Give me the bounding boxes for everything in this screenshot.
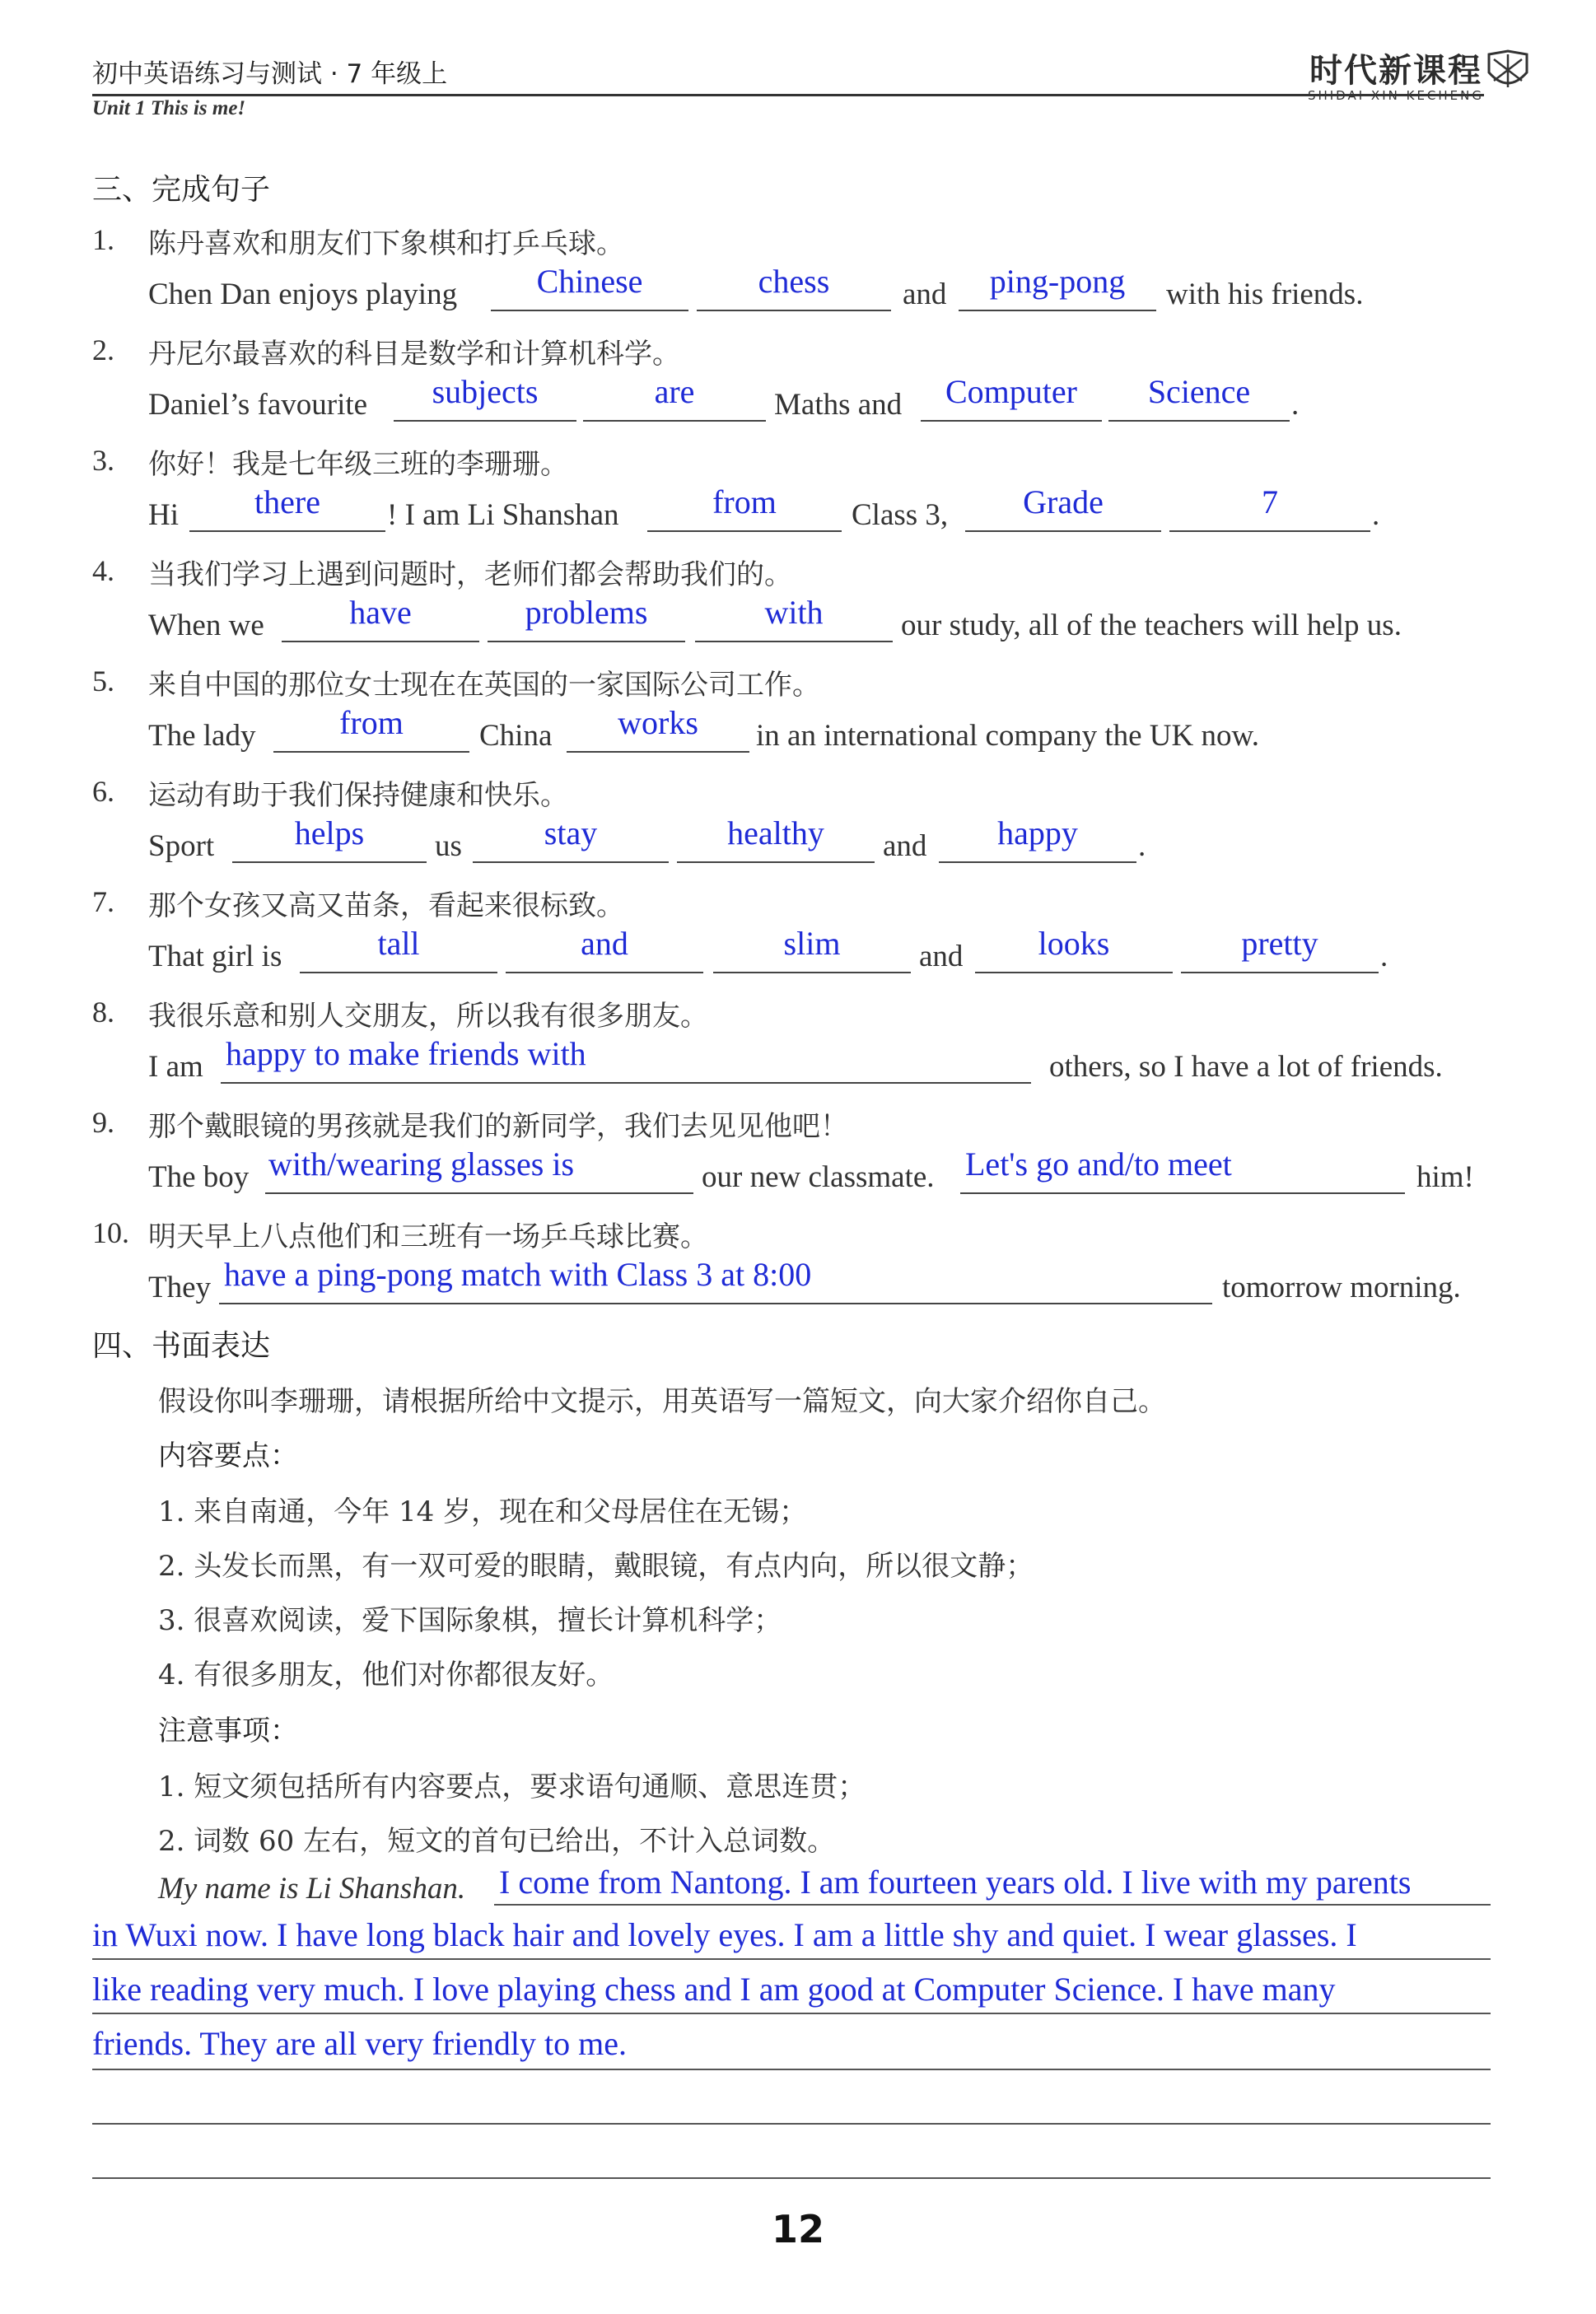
item-3-number: 3. bbox=[92, 444, 114, 477]
item-5-blank-2 bbox=[567, 751, 749, 753]
item-6-blank-3 bbox=[677, 861, 875, 863]
item-4-text: When we bbox=[148, 609, 264, 642]
item-5-text: The lady bbox=[148, 719, 256, 753]
item-2-text: Daniel’s favourite bbox=[148, 388, 368, 422]
item-1-text: Chen Dan enjoys playing bbox=[148, 278, 458, 311]
item-9-text: our new classmate. bbox=[702, 1160, 935, 1194]
item-8-blank-1 bbox=[221, 1082, 1031, 1084]
item-2-answer-1: subjects bbox=[432, 373, 539, 410]
page-number: 12 bbox=[771, 2207, 824, 2251]
item-7-answer-5: pretty bbox=[1241, 925, 1318, 962]
item-9-blank-2 bbox=[960, 1192, 1405, 1194]
item-9-blank-1 bbox=[265, 1192, 693, 1194]
item-6-chinese: 运动有助于我们保持健康和快乐。 bbox=[148, 779, 568, 812]
essay-answer-line: in Wuxi now. I have long black hair and lovely eyes. I am a little shy and quiet. I wear glasses. I bbox=[92, 1916, 1357, 1953]
item-3-answer-2: from bbox=[712, 483, 777, 520]
item-4-blank-3 bbox=[695, 641, 893, 642]
item-2-blank-4 bbox=[1108, 420, 1290, 422]
item-9-text: him! bbox=[1416, 1160, 1474, 1194]
item-7-text: . bbox=[1380, 940, 1388, 973]
item-3-answer-3: Grade bbox=[1023, 483, 1104, 520]
item-1-number: 1. bbox=[92, 223, 114, 256]
item-3-answer-1: there bbox=[254, 483, 320, 520]
item-8-number: 8. bbox=[92, 996, 114, 1029]
item-4-chinese: 当我们学习上遇到问题时，老师们都会帮助我们的。 bbox=[148, 558, 792, 591]
item-5-number: 5. bbox=[92, 665, 114, 697]
item-9-number: 9. bbox=[92, 1106, 114, 1139]
item-5-answer-2: works bbox=[618, 704, 698, 741]
item-3-chinese: 你好！我是七年级三班的李珊珊。 bbox=[148, 448, 568, 481]
item-2-chinese: 丹尼尔最喜欢的科目是数学和计算机科学。 bbox=[148, 338, 680, 371]
item-3-text: . bbox=[1372, 498, 1380, 532]
essay-line bbox=[92, 2123, 1491, 2125]
item-7-blank-1 bbox=[300, 972, 497, 973]
item-6-answer-3: healthy bbox=[727, 814, 824, 851]
unit-title: Unit 1 This is me! bbox=[92, 97, 246, 119]
section-3-title: 三、完成句子 bbox=[92, 173, 271, 207]
item-1-answer-1: Chinese bbox=[536, 263, 643, 300]
essay-line bbox=[92, 2013, 1491, 2014]
item-6-number: 6. bbox=[92, 775, 114, 808]
item-3-blank-2 bbox=[647, 530, 842, 532]
item-6-answer-1: helps bbox=[294, 814, 365, 851]
content-point: 2. 头发长而黑，有一双可爱的眼睛，戴眼镜，有点内向，所以很文静； bbox=[158, 1550, 1034, 1583]
item-8-answer-1: happy to make friends with bbox=[226, 1035, 586, 1072]
item-8-text: I am bbox=[148, 1050, 203, 1084]
essay-first-sentence: My name is Li Shanshan. bbox=[158, 1872, 466, 1906]
notes-title: 注意事项： bbox=[158, 1715, 298, 1747]
item-4-text: our study, all of the teachers will help us. bbox=[901, 609, 1402, 642]
essay-answer-line: I come from Nantong. I am fourteen years old. I live with my parents bbox=[499, 1864, 1412, 1901]
item-5-blank-1 bbox=[273, 751, 469, 753]
brand-logo-icon bbox=[1486, 48, 1530, 94]
item-4-answer-3: with bbox=[764, 594, 824, 631]
item-10-chinese: 明天早上八点他们和三班有一场乒乓球比赛。 bbox=[148, 1220, 708, 1253]
item-1-blank-3 bbox=[959, 310, 1156, 311]
item-7-answer-2: and bbox=[581, 925, 628, 962]
item-7-blank-2 bbox=[506, 972, 703, 973]
item-7-text: That girl is bbox=[148, 940, 282, 973]
item-10-number: 10. bbox=[92, 1216, 129, 1249]
item-1-chinese: 陈丹喜欢和朋友们下象棋和打乒乓球。 bbox=[148, 227, 624, 260]
item-5-text: China bbox=[479, 719, 553, 753]
content-point: 4. 有很多朋友，他们对你都很友好。 bbox=[158, 1659, 614, 1691]
item-8-chinese: 我很乐意和别人交朋友，所以我有很多朋友。 bbox=[148, 1000, 708, 1033]
item-6-text: . bbox=[1138, 829, 1146, 863]
item-10-text: tomorrow morning. bbox=[1222, 1271, 1461, 1304]
content-point: 1. 来自南通，今年 14 岁，现在和父母居住在无锡； bbox=[158, 1495, 808, 1528]
essay-line bbox=[92, 2177, 1491, 2179]
item-2-blank-3 bbox=[921, 420, 1102, 422]
item-7-blank-4 bbox=[975, 972, 1173, 973]
item-6-blank-2 bbox=[473, 861, 669, 863]
item-2-number: 2. bbox=[92, 334, 114, 366]
item-6-text: and bbox=[883, 829, 927, 863]
item-6-answer-2: stay bbox=[544, 814, 598, 851]
item-6-blank-1 bbox=[232, 861, 427, 863]
item-7-chinese: 那个女孩又高又苗条，看起来很标致。 bbox=[148, 889, 624, 922]
item-6-answer-4: happy bbox=[997, 814, 1078, 851]
item-7-number: 7. bbox=[92, 885, 114, 918]
item-1-blank-1 bbox=[491, 310, 688, 311]
item-4-answer-2: problems bbox=[525, 594, 648, 631]
item-3-blank-4 bbox=[1169, 530, 1370, 532]
item-3-blank-3 bbox=[965, 530, 1161, 532]
writing-instructions: 假设你叫李珊珊，请根据所给中文提示，用英语写一篇短文，向大家介绍你自己。 bbox=[158, 1385, 1166, 1418]
item-9-text: The boy bbox=[148, 1160, 250, 1194]
essay-line bbox=[92, 1958, 1491, 1960]
essay-answer-line: friends. They are all very friendly to me. bbox=[92, 2025, 628, 2062]
item-1-blank-2 bbox=[697, 310, 891, 311]
item-3-text: Hi bbox=[148, 498, 179, 532]
item-7-answer-1: tall bbox=[377, 925, 420, 962]
item-2-answer-2: are bbox=[654, 373, 695, 410]
item-7-text: and bbox=[919, 940, 964, 973]
item-7-answer-3: slim bbox=[783, 925, 841, 962]
item-3-text: ! I am Li Shanshan bbox=[387, 498, 619, 532]
item-6-blank-4 bbox=[939, 861, 1136, 863]
item-2-blank-1 bbox=[394, 420, 576, 422]
essay-answer-line: like reading very much. I love playing chess and I am good at Computer Science. I have many bbox=[92, 1971, 1336, 2008]
item-4-answer-1: have bbox=[349, 594, 412, 631]
item-6-text: us bbox=[435, 829, 462, 863]
note-item: 1. 短文须包括所有内容要点，要求语句通顺、意思连贯； bbox=[158, 1770, 866, 1803]
item-5-answer-1: from bbox=[339, 704, 404, 741]
item-2-text: Maths and bbox=[774, 388, 903, 422]
essay-line bbox=[92, 2069, 1491, 2070]
item-7-blank-3 bbox=[713, 972, 911, 973]
item-2-answer-4: Science bbox=[1147, 373, 1251, 410]
item-10-blank-1 bbox=[219, 1303, 1212, 1304]
item-5-chinese: 来自中国的那位女士现在在英国的一家国际公司工作。 bbox=[148, 669, 820, 702]
item-4-blank-2 bbox=[488, 641, 685, 642]
item-9-chinese: 那个戴眼镜的男孩就是我们的新同学，我们去见见他吧！ bbox=[148, 1110, 848, 1143]
content-point: 3. 很喜欢阅读，爱下国际象棋，擅长计算机科学； bbox=[158, 1604, 782, 1637]
item-9-answer-1: with/wearing glasses is bbox=[268, 1145, 575, 1183]
item-2-blank-2 bbox=[583, 420, 766, 422]
item-3-text: Class 3, bbox=[852, 498, 949, 532]
essay-line bbox=[494, 1904, 1491, 1906]
item-1-answer-2: chess bbox=[758, 263, 830, 300]
item-7-blank-5 bbox=[1181, 972, 1379, 973]
item-4-number: 4. bbox=[92, 554, 114, 587]
book-title: 初中英语练习与测试 · 7 年级上 bbox=[92, 59, 448, 89]
note-item: 2. 词数 60 左右，短文的首句已给出，不计入总词数。 bbox=[158, 1825, 836, 1858]
item-5-text: in an international company the UK now. bbox=[756, 719, 1260, 753]
item-2-text: . bbox=[1291, 388, 1300, 422]
item-4-blank-1 bbox=[282, 641, 479, 642]
item-2-answer-3: Computer bbox=[945, 373, 1077, 410]
item-8-text: others, so I have a lot of friends. bbox=[1049, 1050, 1443, 1084]
item-1-text: and bbox=[903, 278, 947, 311]
brand-pinyin: SHIDAI XIN KECHENG bbox=[1307, 88, 1484, 103]
item-3-blank-1 bbox=[189, 530, 385, 532]
item-1-answer-3: ping-pong bbox=[989, 263, 1126, 300]
item-3-answer-4: 7 bbox=[1262, 483, 1278, 520]
item-9-answer-2: Let's go and/to meet bbox=[965, 1145, 1232, 1183]
item-6-text: Sport bbox=[148, 829, 215, 863]
item-7-answer-4: looks bbox=[1038, 925, 1110, 962]
content-points-title: 内容要点： bbox=[158, 1439, 298, 1472]
item-1-text: with his friends. bbox=[1166, 278, 1364, 311]
publisher-brand bbox=[1308, 44, 1484, 103]
brand-chinese: 时代新课程 bbox=[1309, 52, 1482, 90]
header-rule bbox=[92, 94, 1484, 96]
item-10-text: They bbox=[148, 1271, 212, 1304]
section-4-title: 四、书面表达 bbox=[92, 1329, 271, 1363]
item-10-answer-1: have a ping-pong match with Class 3 at 8:00 bbox=[224, 1256, 812, 1293]
